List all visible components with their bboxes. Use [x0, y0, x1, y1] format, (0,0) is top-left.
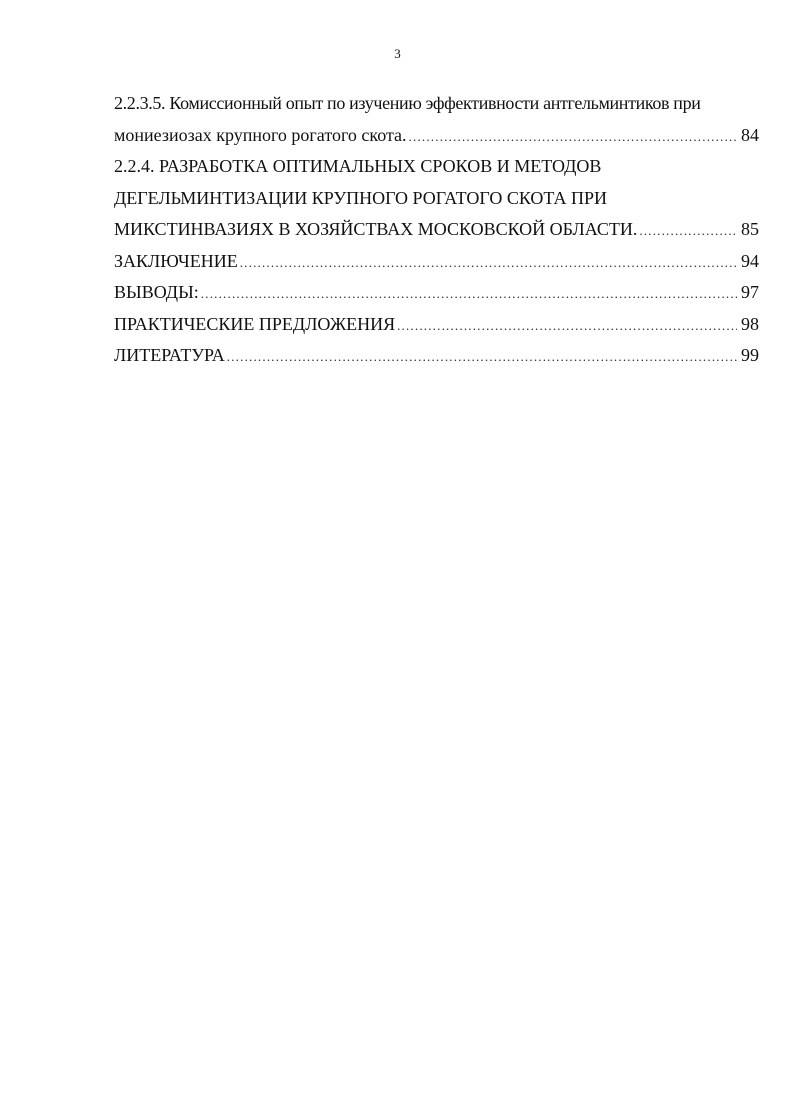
- toc-entry-text: ПРАКТИЧЕСКИЕ ПРЕДЛОЖЕНИЯ: [114, 313, 396, 334]
- dot-leader: [409, 121, 737, 152]
- toc-entry-last-line: [114, 246, 759, 278]
- toc-entry-2-2-3-5: [114, 88, 759, 151]
- toc-entry-text: МИКСТИНВАЗИЯХ В ХОЗЯЙСТВАХ МОСКОВСКОЙ ОБЛАСТИ.: [114, 219, 638, 239]
- dot-leader: [240, 247, 737, 278]
- toc-entry-findings: [114, 277, 759, 309]
- toc-page-number: 98: [741, 313, 759, 334]
- toc-page-number: 85: [741, 219, 759, 239]
- toc-entry-conclusion: [114, 246, 759, 278]
- dot-leader: [201, 278, 737, 309]
- toc-entry-text: ЗАКЛЮЧЕНИЕ: [114, 250, 238, 271]
- toc-page-number: 94: [741, 250, 759, 271]
- table-of-contents: [114, 88, 759, 372]
- toc-page-number: 97: [741, 282, 759, 302]
- toc-entry-text: ЛИТЕРАТУРА: [114, 345, 225, 365]
- toc-entry-text: мониезиозах крупного рогатого скота.: [114, 124, 407, 145]
- toc-entry-last-line: [114, 214, 759, 246]
- toc-entry-last-line: [114, 340, 759, 372]
- toc-entry-text: ВЫВОДЫ:: [114, 282, 199, 302]
- dot-leader: [639, 215, 737, 246]
- toc-entry-practical-proposals: [114, 309, 759, 341]
- toc-entry-text-line: ДЕГЕЛЬМИНТИЗАЦИИ КРУПНОГО РОГАТОГО СКОТА ПРИ: [114, 187, 608, 208]
- toc-page-number: 99: [741, 345, 759, 365]
- page-number: 3: [394, 46, 401, 61]
- toc-entry-literature: [114, 340, 759, 372]
- dot-leader: [397, 310, 737, 341]
- dot-leader: [227, 341, 737, 372]
- toc-entry-text-line: 2.2.3.5. Комиссионный опыт по изучению эффективности антгельминтиков при: [114, 93, 701, 113]
- toc-entry-last-line: [114, 309, 759, 341]
- toc-entry-text-line: 2.2.4. РАЗРАБОТКА ОПТИМАЛЬНЫХ СРОКОВ И МЕТОДОВ: [114, 156, 602, 176]
- toc-page-number: 84: [741, 124, 759, 145]
- toc-entry-last-line: [114, 277, 759, 309]
- toc-entry-2-2-4: [114, 151, 759, 246]
- toc-entry-last-line: [114, 120, 759, 152]
